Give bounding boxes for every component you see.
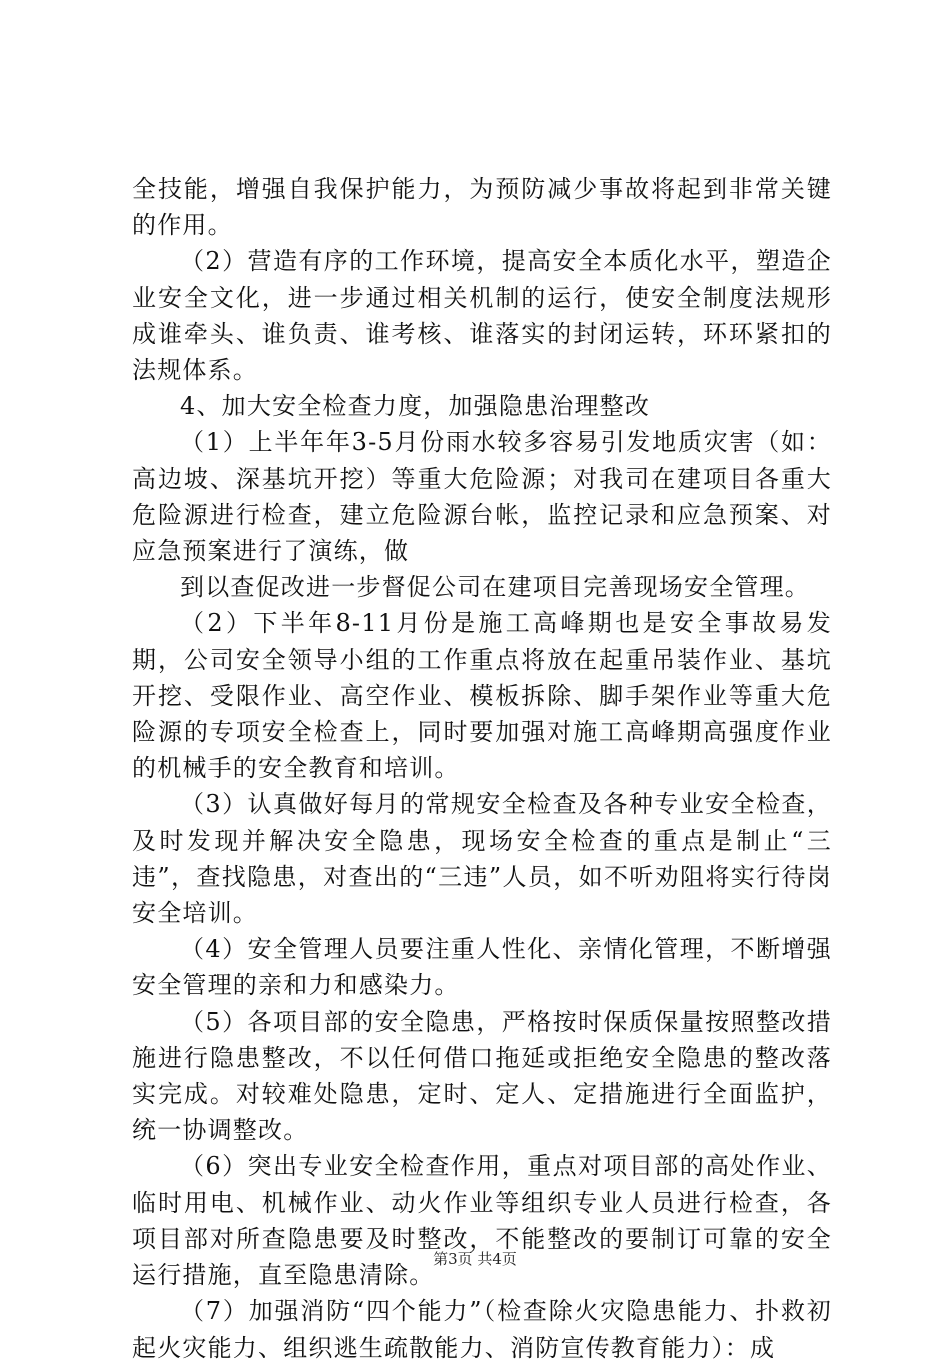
- paragraph-4-1-continued: 到以查促改进一步督促公司在建项目完善现场安全管理。: [180, 573, 810, 602]
- page-footer: [0, 1248, 950, 1269]
- page-number-label: 第3页 共4页: [433, 1250, 517, 1268]
- paragraph-4-4: （4）安全管理人员要注重人性化、亲情化管理，不断增强安全管理的亲和力和感染力。: [132, 935, 832, 1000]
- paragraph-4-1: （1）上半年年3-5月份雨水较多容易引发地质灾害（如：高边坡、深基坑开挖）等重大危险源；对我司在建项目各重大危险源进行检查，建立危险源台帐，监控记录和应急预案、对应急预案进行了演练，做: [132, 428, 832, 566]
- paragraph-4-5: （5）各项目部的安全隐患，严格按时保质保量按照整改措施进行隐患整改，不以任何借口拖延或拒绝安全隐患的整改落实完成。对较难处隐患，定时、定人、定措施进行全面监护，统一协调整改。: [132, 1007, 832, 1145]
- document-body: [132, 171, 832, 1366]
- paragraph-4-6: （6）突出专业安全检查作用，重点对项目部的高处作业、临时用电、机械作业、动火作业等组织专业人员进行检查，各项目部对所查隐患要及时整改，不能整改的要制订可靠的安全运行措施，直至隐患清除。: [132, 1152, 832, 1290]
- paragraph-4-7: （7）加强消防“四个能力”（检查除火灾隐患能力、扑救初起火灾能力、组织逃生疏散能力、消防宣传教育能力）：成: [132, 1297, 832, 1362]
- paragraph-1: 全技能，增强自我保护能力，为预防减少事故将起到非常关键的作用。: [132, 175, 832, 240]
- section-heading-4: 4、加大安全检查力度，加强隐患治理整改: [180, 392, 651, 421]
- paragraph-2: （2）营造有序的工作环境，提高安全本质化水平，塑造企业安全文化，进一步通过相关机制的运行，使安全制度法规形成谁牵头、谁负责、谁考核、谁落实的封闭运转，环环紧扣的法规体系。: [132, 247, 832, 385]
- paragraph-4-2: （2）下半年8-11月份是施工高峰期也是安全事故易发期，公司安全领导小组的工作重点将放在起重吊装作业、基坑开挖、受限作业、高空作业、模板拆除、脚手架作业等重大危险源的专项安全检查上，同时要加强对施工高峰期高强度作业的机械手的安全教育和培训。: [132, 609, 832, 783]
- paragraph-4-3: （3）认真做好每月的常规安全检查及各种专业安全检查，及时发现并解决安全隐患，现场安全检查的重点是制止“三违”，查找隐患，对查出的“三违”人员，如不听劝阻将实行待岗安全培训。: [132, 790, 832, 928]
